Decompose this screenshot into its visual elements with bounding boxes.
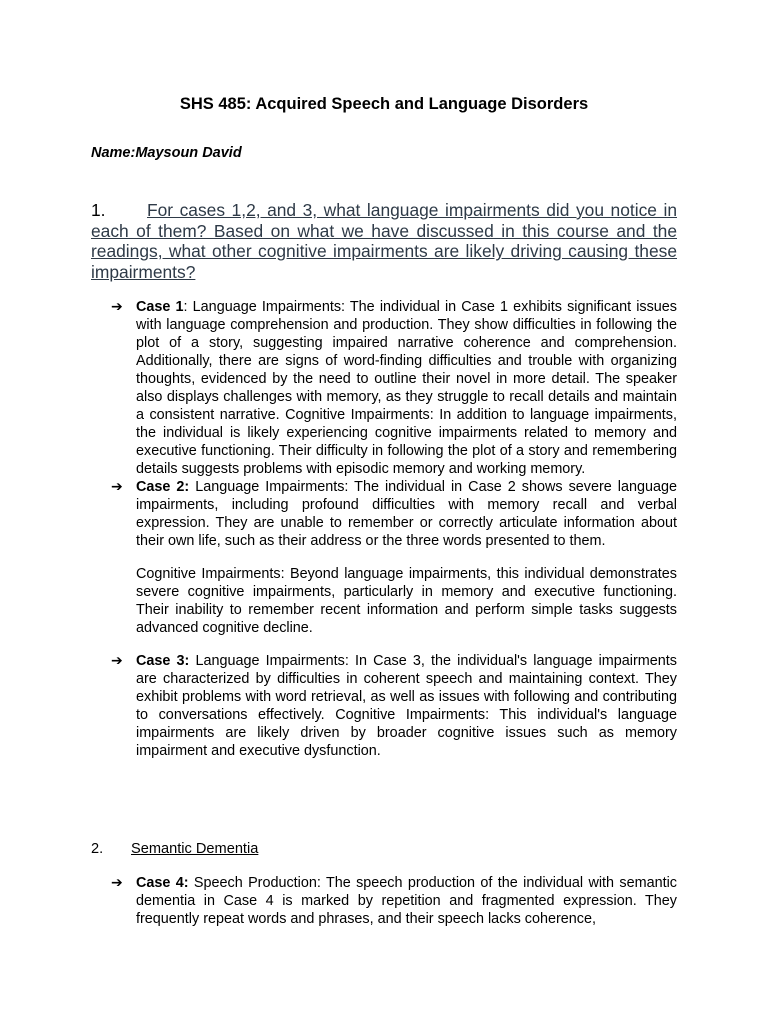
case-2-label: Case 2: <box>136 479 190 495</box>
case-1-text: : Language Impairments: The individual in Case 1 exhibits significant issues with language comprehension and production. They show difficulties in following the plot of a story, suggesting impaired narrative coherence and comprehension. Additionally, there are signs of word-finding difficulties and trouble with organizing thoughts, evidenced by the need to outline their novel in more detail. The speaker also displays challenges with memory, as they struggle to recall details and maintain a consistent narrative. Cognitive Impairments: In addition to language impairments, the individual is likely experiencing cognitive impairments related to memory and executive functioning. Their difficulty in following the plot of a story and remembering details suggests problems with episodic memory and working memory. <box>136 299 677 477</box>
arrow-bullet-icon: ➔ <box>111 299 123 315</box>
question-2-text: Semantic Dementia <box>131 841 259 857</box>
list-item-case-3 <box>111 652 677 760</box>
question-2 <box>91 840 258 858</box>
arrow-bullet-icon: ➔ <box>111 479 123 495</box>
question-2-number: 2. <box>91 841 104 857</box>
list-item-case-1 <box>111 298 677 478</box>
question-1 <box>91 200 677 282</box>
list-item-case-2 <box>111 478 677 637</box>
case-4-text: Speech Production: The speech production of the individual with semantic dementia in Case 4 is marked by repetition and fragmented expression. They frequently repeat words and phrases, and their speech lacks coherence, <box>136 875 677 927</box>
document-title: SHS 485: Acquired Speech and Language Disorders <box>179 95 589 113</box>
case-list-q2 <box>111 874 677 928</box>
arrow-bullet-icon: ➔ <box>111 653 123 669</box>
arrow-bullet-icon: ➔ <box>111 875 123 891</box>
case-3-text: Language Impairments: In Case 3, the individual's language impairments are characterized by difficulties in coherent speech and maintaining context. They exhibit problems with word retrieval, as well as issues with following and contributing to conversations effectively. Cognitive Impairments: This individual's language impairments are likely driven by broader cognitive issues such as memory impairment and executive dysfunction. <box>136 653 677 759</box>
student-name: Name:Maysoun David <box>91 145 242 161</box>
list-item-case-4 <box>111 874 677 928</box>
question-1-text: For cases 1,2, and 3, what language impairments did you notice in each of them? Based on what we have discussed in this course and the readings, what other cognitive impairments are likely driving causing these impairments? <box>91 200 677 282</box>
case-1-label: Case 1 <box>136 299 184 315</box>
case-3-label: Case 3: <box>136 653 190 669</box>
case-2-text: Language Impairments: The individual in Case 2 shows severe language impairments, including profound difficulties with memory recall and verbal expression. They are unable to remember or correctly articulate information about their own life, such as their address or the three words presented to them. <box>136 479 678 549</box>
case-list-q1 <box>111 298 677 760</box>
question-1-number: 1. <box>91 200 106 220</box>
case-2-cognitive-paragraph: Cognitive Impairments: Beyond language impairments, this individual demonstrates severe cognitive impairments, particularly in memory and executive functioning. Their inability to remember recent information and perform simple tasks suggests advanced cognitive decline. <box>136 566 677 636</box>
case-4-label: Case 4: <box>136 875 189 891</box>
